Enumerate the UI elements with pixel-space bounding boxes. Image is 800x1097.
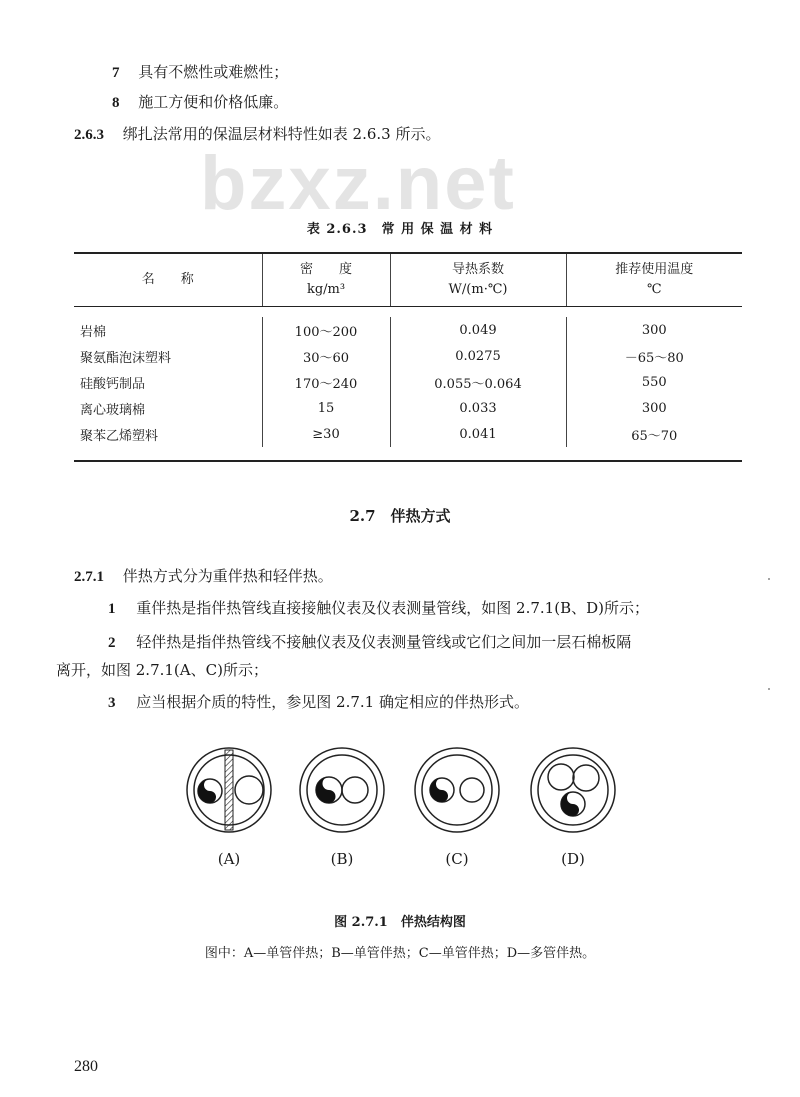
table-bottom-rule [74,460,742,462]
cell-density: 30～60 [262,343,390,369]
cell-density: 15 [262,395,390,421]
figure-note: 图中：A—单管伴热；B—单管伴热；C—单管伴热；D—多管伴热。 [204,946,596,961]
item-text: 重伴热是指伴热管线直接接触仪表及仪表测量管线，如图 2.7.1(B、D)所示； [136,599,649,617]
cell-conductivity: 0.055～0.064 [390,369,566,395]
figure-d-heat-tracing-diagram [528,745,618,835]
list-number: 8 [112,95,120,111]
cell-temperature: 65～70 [566,421,742,447]
clause-text: 伴热方式分为重伴热和轻伴热。 [122,567,333,585]
cell-density: ≥30 [262,421,390,447]
list-text: 施工方便和价格低廉。 [138,93,289,111]
figure-c-label: (C) [445,850,469,868]
figure-d-label: (D) [561,850,585,868]
item-number: 1 [108,601,116,617]
table-row [74,395,742,421]
cell-temperature: 550 [566,369,742,395]
clause-2-6-3 [74,124,441,145]
item-number: 3 [108,695,116,711]
cell-density: 100～200 [262,317,390,343]
clause-item-2 [108,632,631,653]
table-row [74,343,742,369]
item-text: 应当根据介质的特性，参见图 2.7.1 确定相应的伴热形式。 [136,693,529,711]
cell-name: 硅酸钙制品 [80,376,146,392]
figure-b-heat-tracing-diagram [297,745,387,835]
cell-conductivity: 0.041 [390,421,566,447]
item-text: 轻伴热是指伴热管线不接触仪表及仪表测量管线或它们之间加一层石棉板隔 [136,633,632,651]
cell-conductivity: 0.0275 [390,343,566,369]
item-number: 2 [108,635,116,651]
list-item-8 [112,92,288,113]
figure-c-heat-tracing-diagram [412,745,502,835]
list-text: 具有不燃性或难燃性； [138,63,289,81]
figure-b-label: (B) [330,850,354,868]
list-number: 7 [112,65,120,81]
figure-caption: 图 2.7.1 伴热结构图 [334,915,466,930]
cell-temperature: 300 [566,395,742,421]
cell-name: 岩棉 [80,324,107,340]
page-number: 280 [74,1058,98,1075]
header-density: 密 度 kg/m³ [262,254,390,307]
cell-temperature: －65～80 [566,343,742,369]
cell-conductivity: 0.033 [390,395,566,421]
table-row [74,421,742,447]
clause-2-7-1 [74,566,333,587]
scan-speck [768,578,770,580]
cell-conductivity: 0.049 [390,317,566,343]
table-row [74,317,742,343]
header-name: 名 称 [74,254,262,307]
header-conductivity: 导热系数 W/(m·℃) [390,254,566,307]
cell-name: 聚氨酯泡沫塑料 [80,350,172,366]
header-temperature: 推荐使用温度 ℃ [566,254,742,307]
table-row [74,369,742,395]
cell-name: 聚苯乙烯塑料 [80,428,159,444]
list-item-7 [112,62,288,83]
cell-temperature: 300 [566,317,742,343]
cell-name: 离心玻璃棉 [80,402,146,418]
watermark: bzxz.net [200,141,516,226]
figure-a-heat-tracing-diagram [184,745,274,835]
section-title: 2.7 伴热方式 [349,507,451,525]
scan-speck [768,688,770,690]
clause-item-2-continuation: 离开，如图 2.7.1(A、C)所示； [56,661,268,679]
table-header-row [74,254,742,307]
table-caption: 表 2.6.3 常 用 保 温 材 料 [306,222,494,237]
clause-number: 2.6.3 [74,127,104,143]
clause-item-1 [108,598,649,619]
figure-a-label: (A) [217,850,241,868]
clause-number: 2.7.1 [74,569,104,585]
cell-density: 170～240 [262,369,390,395]
clause-text: 绑扎法常用的保温层材料特性如表 2.6.3 所示。 [122,125,441,143]
materials-table [74,254,742,463]
clause-item-3 [108,692,529,713]
